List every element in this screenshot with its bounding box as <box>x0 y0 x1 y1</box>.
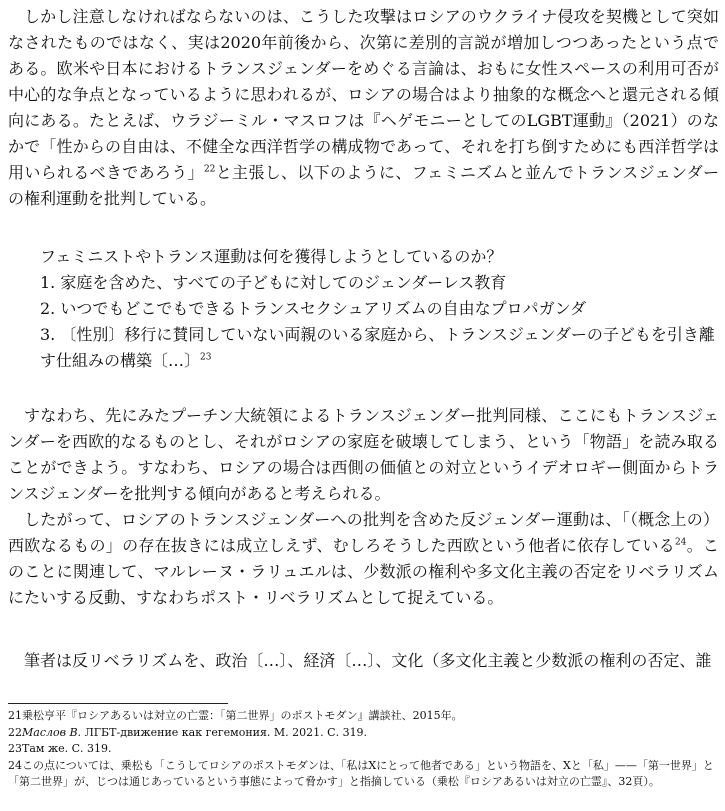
footnote-23 <box>8 741 719 758</box>
footnote-24 <box>8 758 719 791</box>
quote-item-2: 2. いつでもどこでもできるトランスセクシュアリズムの自由なプロパガンダ <box>40 299 586 318</box>
footnote-divider <box>8 703 228 704</box>
footnote-ref-22[interactable]: 22 <box>203 164 216 175</box>
paragraph-1 <box>8 4 719 212</box>
footnote-22 <box>8 725 719 742</box>
footnote-21 <box>8 708 719 725</box>
quote-item-1: 1. 家庭を含めた、すべての子どもに対してのジェンダーレス教育 <box>40 273 507 292</box>
block-quote <box>40 244 720 374</box>
footnotes <box>8 708 719 791</box>
footnote-text: この点については、乗松も「こうしてロシアのポストモダンは、「私はXにとって他者である」という物語を、Xと「私」——「第一世界」と「第二世界」が、じつは通じあっているという事態によって脅かす」と指摘している（乗松『ロシアあるいは対立の亡霊』、32頁）。 <box>8 758 714 788</box>
footnote-number: 21 <box>8 709 22 722</box>
footnote-ref-24[interactable]: 24 <box>674 537 687 548</box>
paragraph-2: すなわち、先にみたプーチン大統領によるトランスジェンダー批判同様、ここにもトランスジェンダーを西欧的なるものとし、それがロシアの家庭を破壊してしまう、という「物語」を読み取ることができよう。すなわち、ロシアの場合は西側の価値との対立というイデオロギー側面からトランスジェンダーを批判する傾向があると考えられる。 <box>8 406 719 503</box>
paragraph-3-text: したがって、ロシアのトランスジェンダーへの批判を含めた反ジェンダー運動は、「（概念上の）西欧なるもの」の存在抜きには成立しえず、むしろそうした西欧という他者に依存している <box>8 510 719 555</box>
quote-item-3 <box>40 322 720 374</box>
footnote-ref-23[interactable]: 23 <box>200 352 212 363</box>
footnote-number: 22 <box>8 725 22 739</box>
quote-item-3-text: 3. 〔性別〕移行に賛同していない両親のいる家庭から、トランスジェンダーの子どもを引き離す仕組みの構築〔…〕 <box>40 325 715 370</box>
paragraph-3-text-end: 。このことに関連して、マルレーヌ・ラリュエルは、少数派の権利や多文化主義の否定をリベラリズムにたいする反動、すなわちポスト・リベラリズムとして捉えている。 <box>8 536 719 607</box>
footnote-author: Маслов В. <box>22 725 82 739</box>
paragraph-1-text: しかし注意しなければならないのは、こうした攻撃はロシアのウクライナ侵攻を契機として突如なされたものではなく、実は2020年前後から、次第に差別的言説が増加しつつあったという点である。欧米や日本におけるトランスジェンダーをめぐる言論は、おもに女性スペースの利用可否が中心的な争点となっているように思われるが、ロシアの場合はより抽象的な概念へと還元される傾向にある。たとえば、ウラジーミル・マスロフは『ヘゲモニーとしてのLGBT運動』（2021）のなかで「性からの自由は、不健全な西洋哲学の構成物であって、それを打ち倒すためにも西洋哲学は用いられるべきであろう」 <box>8 7 719 182</box>
paragraph-4: 筆者は反リベラリズムを、政治〔…〕、経済〔…〕、文化（多文化主義と少数派の権利の否定、誰 <box>24 651 712 670</box>
footnote-number: 24 <box>8 758 22 772</box>
paragraph-1-text-end: と主張し、以下のように、フェミニズムと並んでトランスジェンダーの権利運動を批判している。 <box>8 163 719 208</box>
footnote-text: Там же. С. 319. <box>22 742 112 755</box>
paragraph-3 <box>8 507 719 611</box>
footnote-text: ЛГБТ-движение как гегемония. М. 2021. С. 319. <box>81 725 368 739</box>
footnote-text: 乗松亨平『ロシアあるいは対立の亡霊：「第二世界」のポストモダン』講談社、2015年。 <box>22 709 463 722</box>
footnote-number: 23 <box>8 742 22 755</box>
quote-intro: フェミニストやトランス運動は何を獲得しようとしているのか？ <box>40 247 503 266</box>
